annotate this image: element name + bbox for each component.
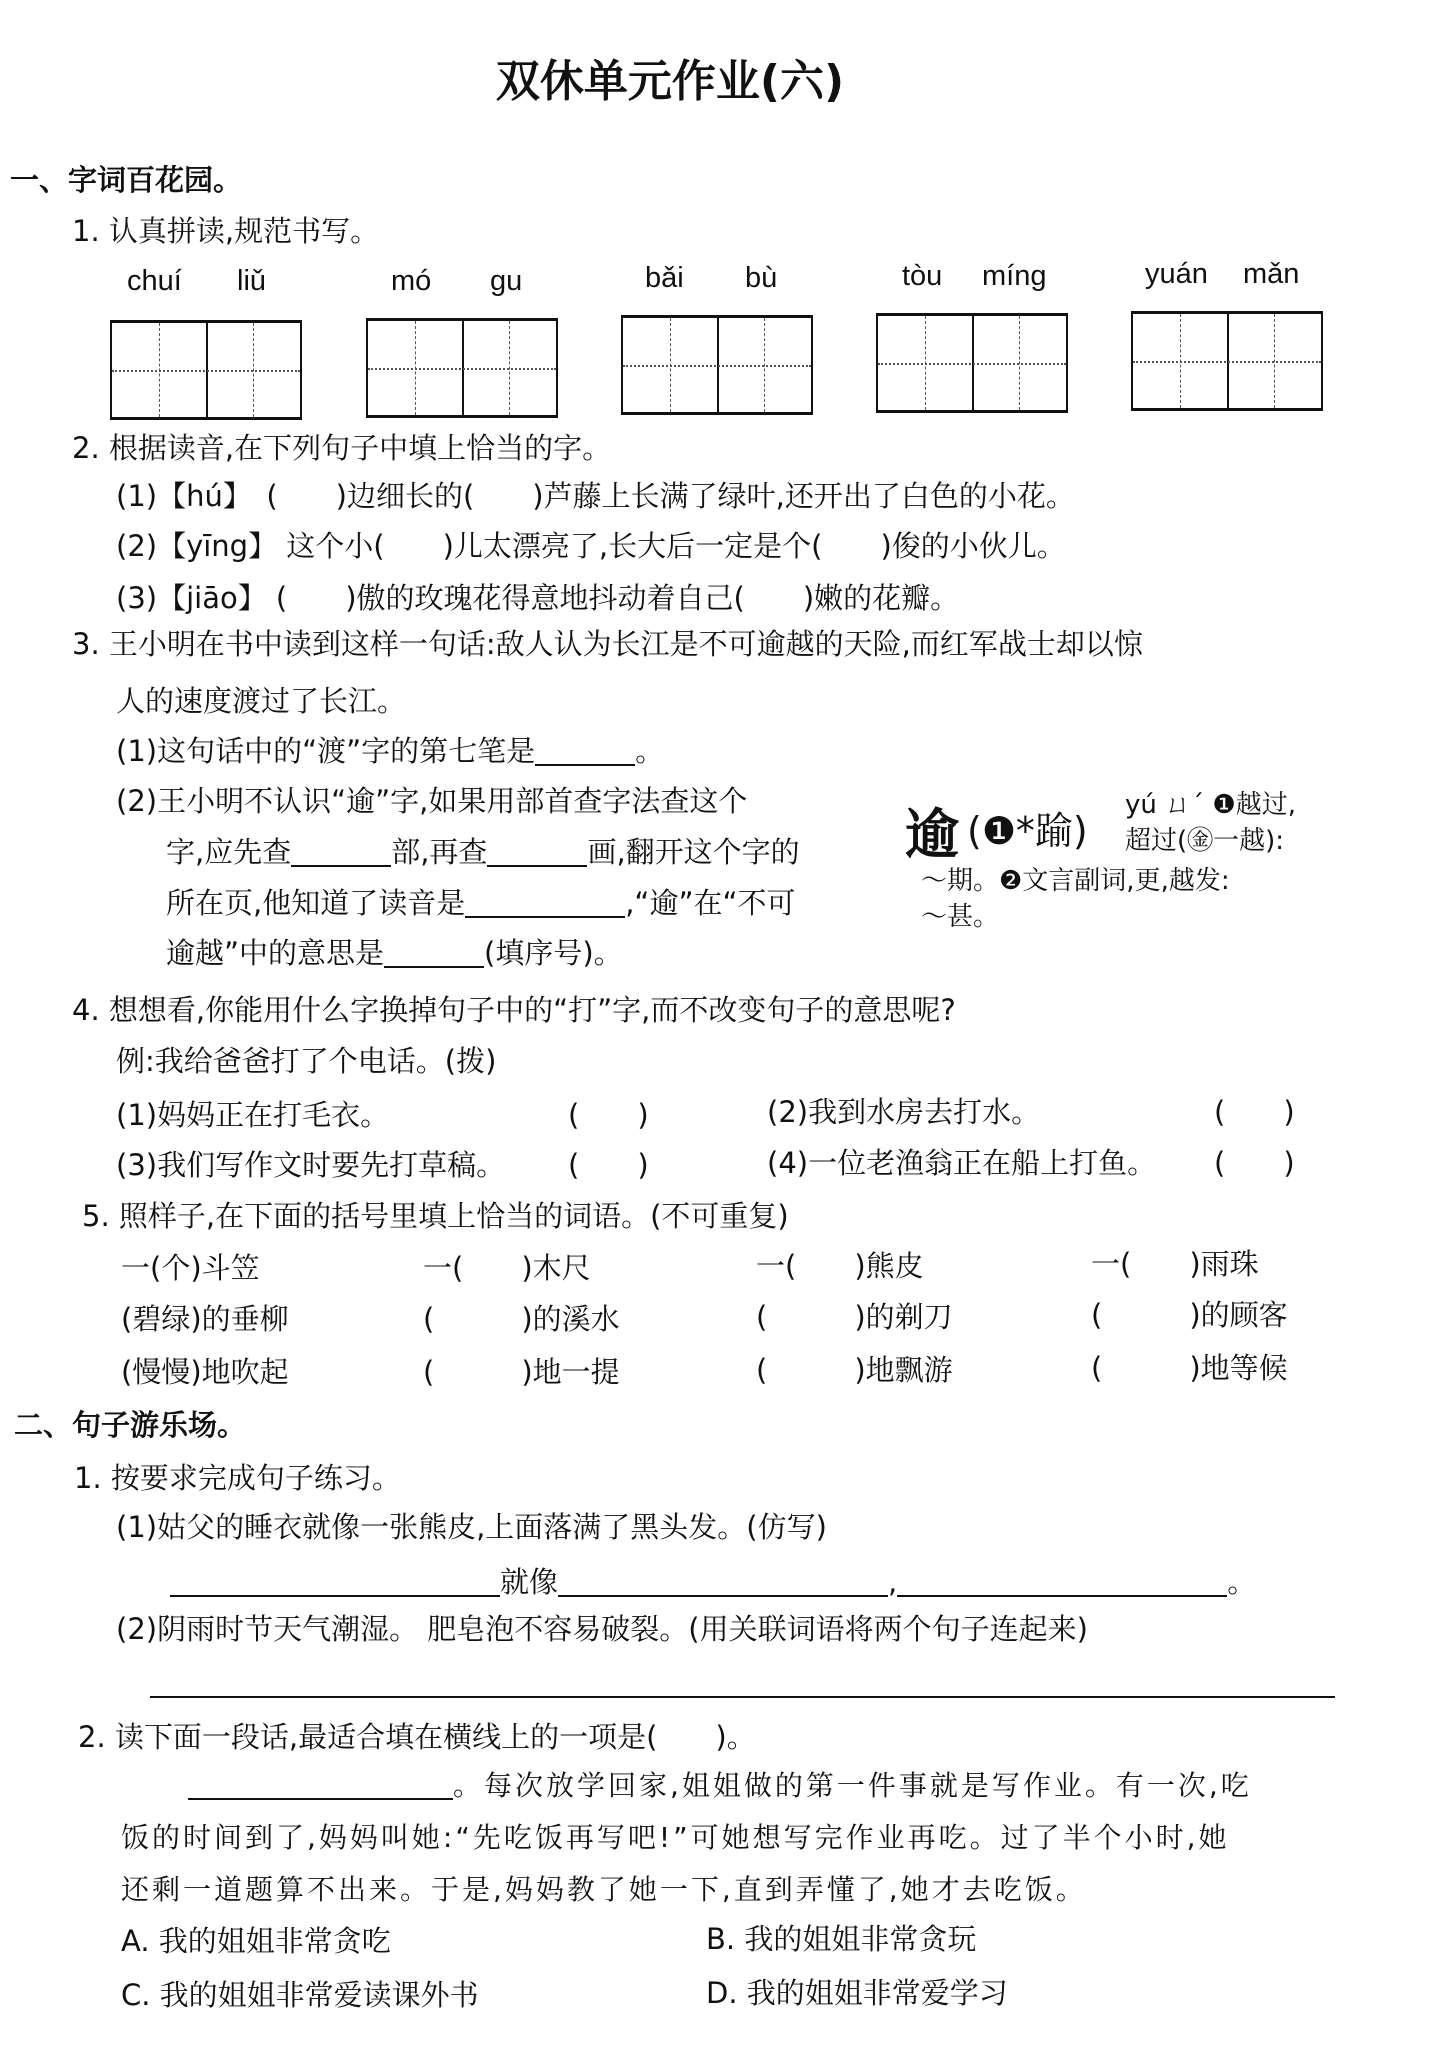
q5-cell: (慢慢)地吹起 (121, 1355, 289, 1389)
text: 。每次放学回家,姐姐做的第一件事就是写作业。有一次,吃 (453, 1769, 1252, 1802)
answer-blank[interactable] (384, 940, 484, 968)
dict-char: 逾 (905, 803, 959, 866)
text: 逾越”中的意思是 (166, 936, 385, 970)
pinyin: liǔ (237, 265, 267, 297)
pinyin: bù (745, 262, 778, 294)
writing-box[interactable] (1131, 311, 1323, 411)
pinyin: mǎn (1243, 258, 1300, 290)
option-d[interactable]: D. 我的姐姐非常爱学习 (706, 1976, 1008, 2010)
pinyin: chuí (127, 265, 182, 297)
text: 。 (1227, 1565, 1257, 1599)
text: (1)这句话中的“渡”字的第七笔是 (116, 734, 536, 768)
q2-label: 2. 根据读音,在下列句子中填上恰当的字。 (72, 431, 612, 465)
q5-cell: 一(个)斗笠 (121, 1251, 260, 1285)
q3-sub2-l2 (166, 835, 800, 869)
q5-cell: (碧绿)的垂柳 (121, 1302, 289, 1336)
s2-q1-label: 1. 按要求完成句子练习。 (74, 1461, 401, 1495)
q4-answer-paren[interactable]: ( ) (1214, 1146, 1295, 1180)
q3-sub1 (116, 734, 665, 768)
passage-line: 还剩一道题算不出来。于是,妈妈教了她一下,直到弄懂了,她才去吃饭。 (121, 1873, 1087, 1906)
answer-blank[interactable] (897, 1569, 1227, 1597)
dict-variant: (❶*踰) (967, 809, 1088, 853)
q5-cell[interactable]: 一( )熊皮 (756, 1249, 924, 1283)
writing-box[interactable] (621, 315, 813, 415)
q4-answer-paren[interactable]: ( ) (568, 1148, 649, 1182)
q5-cell[interactable]: 一( )雨珠 (1091, 1247, 1259, 1281)
dict-line: yú ㄩˊ ❶越过, (1125, 790, 1296, 820)
text: 字,应先查 (166, 835, 292, 869)
answer-blank[interactable] (558, 1569, 888, 1597)
text: 就像 (500, 1565, 559, 1599)
q5-cell[interactable]: ( )地飘游 (756, 1353, 953, 1387)
q4-item: (1)妈妈正在打毛衣。 (116, 1098, 390, 1132)
writing-box[interactable] (366, 318, 558, 418)
passage-line (188, 1769, 1252, 1802)
q4-item: (2)我到水房去打水。 (767, 1095, 1041, 1129)
answer-blank[interactable] (170, 1569, 500, 1597)
q3-sub2-l4 (166, 936, 623, 970)
q4-example: 例:我给爸爸打了个电话。(拨) (116, 1044, 497, 1078)
option-a[interactable]: A. 我的姐姐非常贪吃 (121, 1924, 391, 1958)
q4-answer-paren[interactable]: ( ) (1214, 1095, 1295, 1129)
answer-blank[interactable] (291, 839, 391, 867)
dict-line: 超过(㊎一越): (1125, 826, 1285, 856)
q1-label: 1. 认真拼读,规范书写。 (72, 214, 380, 248)
q3-label-cont: 人的速度渡过了长江。 (116, 684, 407, 718)
text: 部,再查 (391, 835, 488, 869)
q3-label: 3. 王小明在书中读到这样一句话:敌人认为长江是不可逾越的天险,而红军战士却以惊 (72, 627, 1143, 661)
text: (填序号)。 (484, 936, 623, 970)
text: ,“逾”在“不可 (625, 886, 796, 920)
pinyin: míng (982, 260, 1047, 292)
text: 画,翻开这个字的 (587, 835, 800, 869)
q3-sub2-l3 (166, 886, 796, 920)
answer-blank[interactable] (487, 839, 587, 867)
s2-q2-label: 2. 读下面一段话,最适合填在横线上的一项是( )。 (78, 1720, 756, 1754)
q5-cell[interactable]: ( )的溪水 (423, 1302, 620, 1336)
q2-item: (3)【jiāo】 ( )傲的玫瑰花得意地抖动着自己( )嫩的花瓣。 (116, 581, 960, 615)
text: , (888, 1565, 898, 1599)
pinyin: bǎi (645, 262, 684, 294)
s2-q1-sub1: (1)姑父的睡衣就像一张熊皮,上面落满了黑头发。(仿写) (116, 1510, 827, 1544)
q5-label: 5. 照样子,在下面的括号里填上恰当的词语。(不可重复) (82, 1199, 789, 1233)
option-c[interactable]: C. 我的姐姐非常爱读课外书 (121, 1978, 479, 2012)
pinyin: mó (391, 265, 432, 297)
q5-cell[interactable]: ( )的顾客 (1091, 1298, 1288, 1332)
s2-q1-fill (170, 1565, 1257, 1599)
section2-heading: 二、句子游乐场。 (14, 1408, 247, 1442)
answer-blank[interactable] (188, 1772, 453, 1800)
text: 。 (635, 734, 665, 768)
passage-line: 饭的时间到了,妈妈叫她:“先吃饭再写吧!”可她想写完作业再吃。过了半个小时,她 (121, 1821, 1230, 1854)
writing-box[interactable] (876, 313, 1068, 413)
s2-q1-sub2: (2)阴雨时节天气潮湿。 肥皂泡不容易破裂。(用关联词语将两个句子连起来) (116, 1612, 1088, 1646)
answer-blank[interactable] (535, 738, 635, 766)
pinyin: gu (490, 265, 523, 297)
answer-line[interactable] (150, 1696, 1335, 1698)
pinyin: tòu (902, 260, 943, 292)
option-b[interactable]: B. 我的姐姐非常贪玩 (706, 1922, 977, 1956)
dict-line: ～甚。 (921, 902, 1000, 932)
q5-cell[interactable]: ( )的剃刀 (756, 1300, 953, 1334)
writing-box[interactable] (110, 320, 302, 420)
q5-cell[interactable]: ( )地一提 (423, 1355, 620, 1389)
q4-label: 4. 想想看,你能用什么字换掉句子中的“打”字,而不改变句子的意思呢? (72, 993, 956, 1027)
q4-item: (4)一位老渔翁正在船上打鱼。 (767, 1146, 1157, 1180)
pinyin: yuán (1145, 258, 1208, 290)
q2-item: (2)【yīng】 这个小( )儿太漂亮了,长大后一定是个( )俊的小伙儿。 (116, 529, 1066, 563)
answer-blank[interactable] (465, 890, 625, 918)
text: 所在页,他知道了读音是 (166, 886, 466, 920)
page-title: 双休单元作业(六) (495, 56, 845, 107)
q4-answer-paren[interactable]: ( ) (568, 1098, 649, 1132)
q5-cell[interactable]: 一( )木尺 (423, 1251, 591, 1285)
section1-heading: 一、字词百花园。 (10, 163, 243, 197)
dict-line: ～期。❷文言副词,更,越发: (921, 866, 1230, 896)
q5-cell[interactable]: ( )地等候 (1091, 1351, 1288, 1385)
q2-item: (1)【hú】 ( )边细长的( )芦藤上长满了绿叶,还开出了白色的小花。 (116, 479, 1075, 513)
dictionary-entry (905, 786, 1335, 932)
q4-item: (3)我们写作文时要先打草稿。 (116, 1148, 506, 1182)
q3-sub2-l1: (2)王小明不认识“逾”字,如果用部首查字法查这个 (116, 784, 748, 818)
